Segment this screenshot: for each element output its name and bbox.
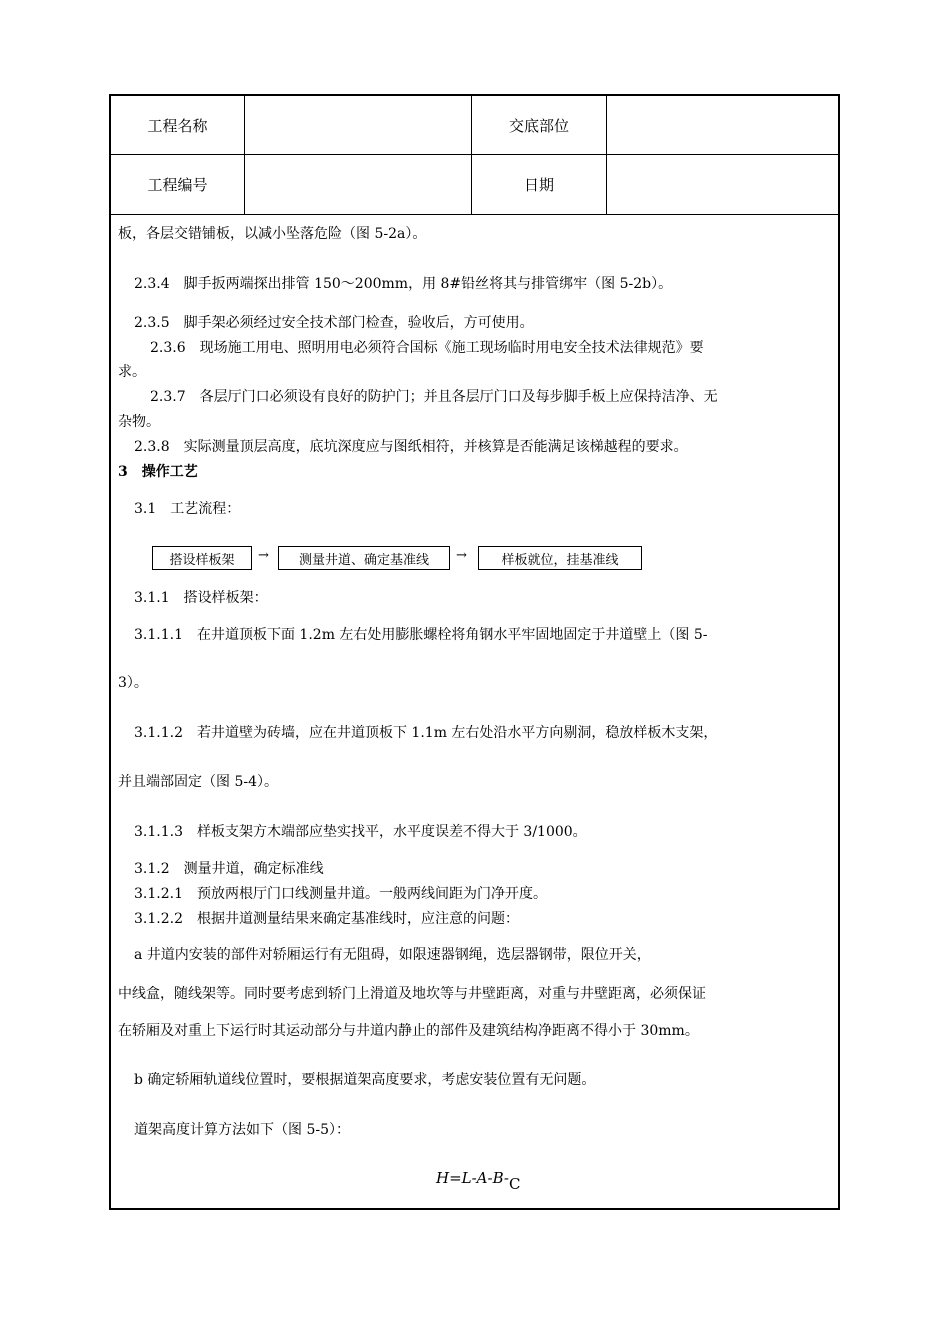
arrow-icon: →	[456, 548, 467, 563]
text-line: 2.3.6 现场施工用电、照明用电必须符合国标《施工现场临时用电安全技术法律规范》要	[150, 340, 704, 356]
date-value	[607, 155, 838, 214]
text-line: 求。	[118, 364, 146, 380]
header-row-2	[111, 155, 838, 215]
disclosure-form	[109, 94, 840, 1210]
text-line: 3.1.2.1 预放两根厅门口线测量井道。一般两线间距为门净开度。	[134, 886, 547, 902]
flow-step-3: 样板就位，挂基准线	[478, 546, 642, 570]
text-line: 3.1.2 测量井道，确定标准线	[134, 861, 324, 877]
text-line: 3.1.1.2 若井道壁为砖墙，应在井道顶板下 1.1m 左右处沿水平方向剔洞，稳放样板木支架，	[134, 725, 718, 741]
flow-step-1: 搭设样板架	[152, 546, 252, 570]
text-line: 道架高度计算方法如下（图 5-5）：	[134, 1122, 350, 1138]
text-line: 3.1.1.1 在井道顶板下面 1.2m 左右处用膨胀螺栓将角钢水平牢固地固定于井道壁上（图 5-	[134, 627, 708, 643]
text-line: 杂物。	[118, 414, 160, 430]
text-line: 2.3.5 脚手架必须经过安全技术部门检查，验收后，方可使用。	[134, 315, 534, 331]
arrow-icon: →	[258, 548, 269, 563]
project-no-label: 工程编号	[111, 155, 245, 214]
text-line: 板，各层交错铺板，以减小坠落危险（图 5-2a）。	[118, 226, 427, 242]
formula-main: H=L-A-B-	[436, 1169, 509, 1187]
header-row-1	[111, 96, 838, 155]
location-label: 交底部位	[472, 96, 607, 154]
text-line: b 确定轿厢轨道线位置时，要根据道架高度要求，考虑安装位置有无问题。	[134, 1072, 596, 1088]
location-value	[607, 96, 838, 154]
project-no-value	[245, 155, 472, 214]
text-line: 中线盒，随线架等。同时要考虑到轿门上滑道及地坎等与井壁距离，对重与井壁距离，必须保证	[118, 986, 706, 1002]
text-line: 3）。	[118, 675, 148, 691]
date-label: 日期	[472, 155, 607, 214]
text-line: 3.1.1.3 样板支架方木端部应垫实找平，水平度误差不得大于 3/1000。	[134, 824, 587, 840]
text-line: 3.1 工艺流程：	[134, 501, 241, 517]
text-line: 2.3.8 实际测量顶层高度，底坑深度应与图纸相符，并核算是否能满足该梯越程的要求。	[134, 439, 688, 455]
text-line: a 井道内安装的部件对轿厢运行有无阻碍，如限速器钢绳，选层器钢带，限位开关，	[134, 947, 651, 963]
flow-step-2: 测量井道、确定基准线	[278, 546, 450, 570]
project-name-label: 工程名称	[111, 96, 245, 154]
text-line: 2.3.4 脚手扳两端探出排管 150～200mm，用 8#铅丝将其与排管绑牢（图 5-2b）。	[134, 276, 673, 292]
text-line: 3.1.2.2 根据井道测量结果来确定基准线时，应注意的问题：	[134, 911, 519, 927]
project-name-value	[245, 96, 472, 154]
text-line: 3.1.1 搭设样板架：	[134, 590, 268, 606]
section-heading: 3 操作工艺	[118, 464, 198, 480]
text-line: 2.3.7 各层厅门口必须设有良好的防护门；并且各层厅门口及每步脚手板上应保持洁净、无	[150, 389, 718, 405]
text-line: 在轿厢及对重上下运行时其运动部分与井道内静止的部件及建筑结构净距离不得小于 30mm。	[118, 1023, 699, 1039]
text-line: 并且端部固定（图 5-4）。	[118, 774, 278, 790]
formula-subscript: C	[508, 1175, 521, 1193]
formula	[436, 1169, 520, 1193]
